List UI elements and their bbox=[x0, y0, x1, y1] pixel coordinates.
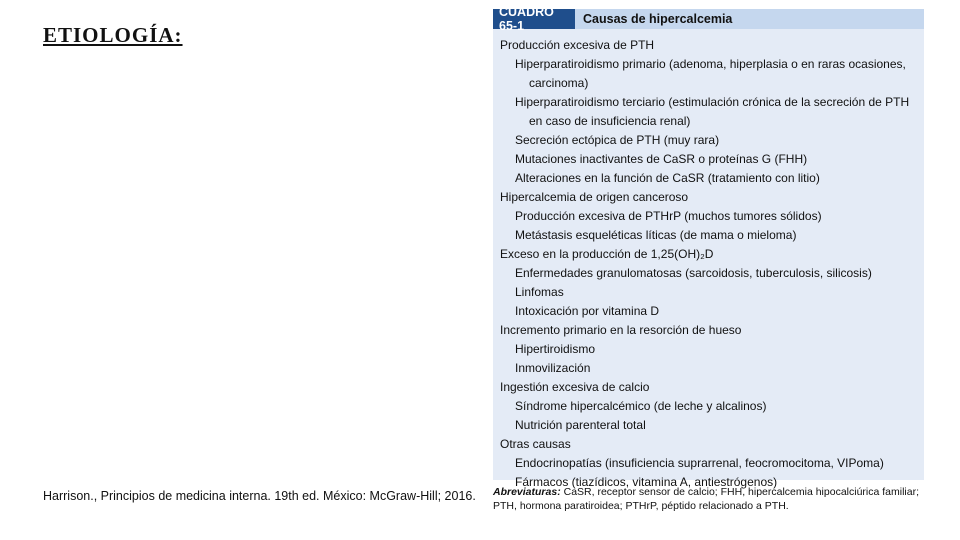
table-title: Causas de hipercalcemia bbox=[583, 12, 733, 26]
category-heading: Otras causas bbox=[500, 437, 571, 451]
cause-item-text: Secreción ectópica de PTH (muy rara) bbox=[515, 133, 720, 147]
cause-item bbox=[493, 283, 924, 302]
cause-item bbox=[493, 454, 924, 473]
slide-title: ETIOLOGÍA: bbox=[43, 23, 183, 47]
cause-item bbox=[493, 397, 924, 416]
table-badge: CUADRO 65-1 bbox=[493, 9, 575, 29]
cause-item-text: Enfermedades granulomatosas (sarcoidosis, tuberculosis, silicosis) bbox=[515, 266, 872, 280]
cause-item-text: Fármacos (tiazídicos, vitamina A, antiestrógenos) bbox=[515, 475, 778, 489]
cause-item-text: Hiperparatiroidismo primario (adenoma, hiperplasia o en raras ocasiones, bbox=[515, 57, 906, 71]
cause-item-text: Hiperparatiroidismo terciario (estimulación crónica de la secreción de PTH bbox=[515, 95, 910, 109]
cause-item-text: Linfomas bbox=[515, 285, 564, 299]
table-header bbox=[493, 5, 924, 33]
cause-item bbox=[493, 207, 924, 226]
cause-item-text: Mutaciones inactivantes de CaSR o proteínas G (FHH) bbox=[515, 152, 808, 166]
category-heading: Hipercalcemia de origen canceroso bbox=[500, 190, 689, 204]
cause-item-text: Síndrome hipercalcémico (de leche y alcalinos) bbox=[515, 399, 767, 413]
cause-item-continuation: en caso de insuficiencia renal) bbox=[529, 114, 691, 128]
cause-item bbox=[493, 131, 924, 150]
cause-item-text: Producción excesiva de PTHrP (muchos tumores sólidos) bbox=[515, 209, 822, 223]
cause-item bbox=[493, 150, 924, 169]
abbreviations-label: Abreviaturas: bbox=[493, 486, 561, 498]
category-heading: Producción excesiva de PTH bbox=[500, 38, 655, 52]
cause-item-continuation: carcinoma) bbox=[529, 76, 589, 90]
cause-item bbox=[493, 340, 924, 359]
cause-item-text: Metástasis esqueléticas líticas (de mama o mieloma) bbox=[515, 228, 797, 242]
cause-item bbox=[493, 416, 924, 435]
cause-item bbox=[493, 169, 924, 188]
cause-item-text: Hipertiroidismo bbox=[515, 342, 596, 356]
cause-item bbox=[493, 359, 924, 378]
cause-item-text: Alteraciones en la función de CaSR (tratamiento con litio) bbox=[515, 171, 820, 185]
cause-item bbox=[493, 93, 924, 131]
cause-item bbox=[493, 55, 924, 93]
category-heading: Ingestión excesiva de calcio bbox=[500, 380, 650, 394]
category-heading: Incremento primario en la resorción de hueso bbox=[500, 323, 742, 337]
cause-item-text: Inmovilización bbox=[515, 361, 591, 375]
abbreviations-text: CaSR, receptor sensor de calcio; FHH, hipercalcemia hipocalciúrica familiar; PTH, hormona paratiroidea; PTHrP, péptido relacionado a PTH. bbox=[493, 486, 920, 512]
cause-item bbox=[493, 226, 924, 245]
cause-item bbox=[493, 264, 924, 283]
abbreviations-note bbox=[493, 486, 928, 513]
citation: Harrison., Principios de medicina interna. 19th ed. México: McGraw-Hill; 2016. bbox=[43, 489, 476, 503]
cause-item-text: Nutrición parenteral total bbox=[515, 418, 646, 432]
cause-item-text: Intoxicación por vitamina D bbox=[515, 304, 660, 318]
cause-item bbox=[493, 302, 924, 321]
cause-item-text: Endocrinopatías (insuficiencia suprarrenal, feocromocitoma, VIPoma) bbox=[515, 456, 884, 470]
causes-list bbox=[493, 29, 924, 492]
category-heading: Exceso en la producción de 1,25(OH)₂D bbox=[500, 247, 714, 261]
causes-table bbox=[493, 5, 924, 489]
